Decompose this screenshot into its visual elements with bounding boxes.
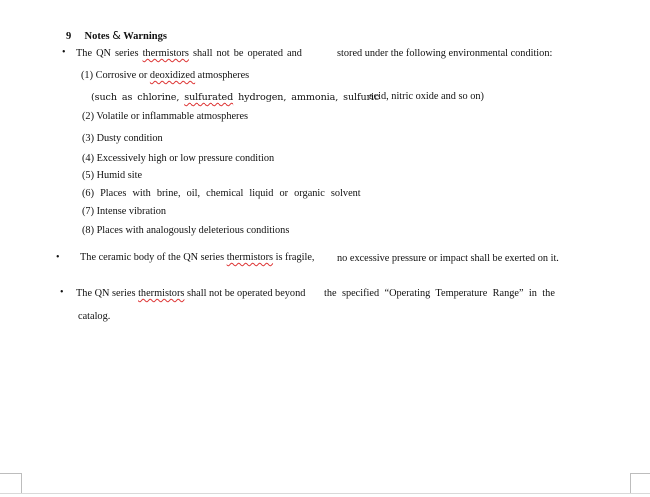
page-bottom-edge: [0, 493, 650, 494]
condition-1-note: (such as chlorine, sulfurated hydrogen, ammonia, sulfuric: [91, 92, 380, 103]
condition-2: (2) Volatile or inflammable atmospheres: [82, 111, 249, 122]
spelling-flag: thermistors: [142, 48, 189, 59]
bullet-1-text: The QN series thermistors shall not be operated and: [76, 48, 302, 59]
spelling-flag: sulfurated: [184, 92, 234, 103]
bullet-3-text: The QN series thermistors shall not be operated beyond: [76, 288, 306, 299]
section-heading: [66, 29, 167, 42]
bullet-2-text-continued: no excessive pressure or impact shall be exerted on it.: [337, 253, 559, 264]
condition-3: (3) Dusty condition: [82, 133, 163, 144]
condition-8: (8) Places with analogously deleterious conditions: [82, 225, 290, 236]
bullet-1-text-continued: stored under the following environmental condition:: [337, 48, 553, 59]
spelling-flag: thermistors: [226, 252, 274, 263]
condition-6: (6) Places with brine, oil, chemical liquid or organic solvent: [82, 188, 361, 199]
section-number: 9: [66, 31, 72, 42]
bullet-marker: •: [60, 287, 64, 298]
page-corner-mark-right: [630, 473, 650, 494]
condition-4: (4) Excessively high or low pressure condition: [82, 153, 275, 164]
condition-1-note-continued: acid, nitric oxide and so on): [369, 91, 484, 102]
spelling-flag: thermistors: [138, 288, 185, 299]
heading-ampersand: &: [112, 29, 121, 42]
page-corner-mark-left: [0, 473, 22, 494]
bullet-marker: •: [56, 252, 60, 263]
bullet-marker: •: [62, 47, 66, 58]
heading-warnings: Warnings: [123, 31, 167, 42]
spelling-flag: deoxidized: [149, 70, 196, 81]
condition-1: (1) Corrosive or deoxidized atmospheres: [81, 70, 250, 81]
bullet-3-text-wrap: catalog.: [78, 311, 111, 322]
bullet-2-text: The ceramic body of the QN series thermistors is fragile,: [80, 252, 315, 263]
bullet-3-text-continued: the specified “Operating Temperature Range” in the: [324, 288, 555, 299]
condition-7: (7) Intense vibration: [82, 206, 167, 217]
heading-notes: Notes: [84, 31, 110, 42]
condition-5: (5) Humid site: [82, 170, 143, 181]
